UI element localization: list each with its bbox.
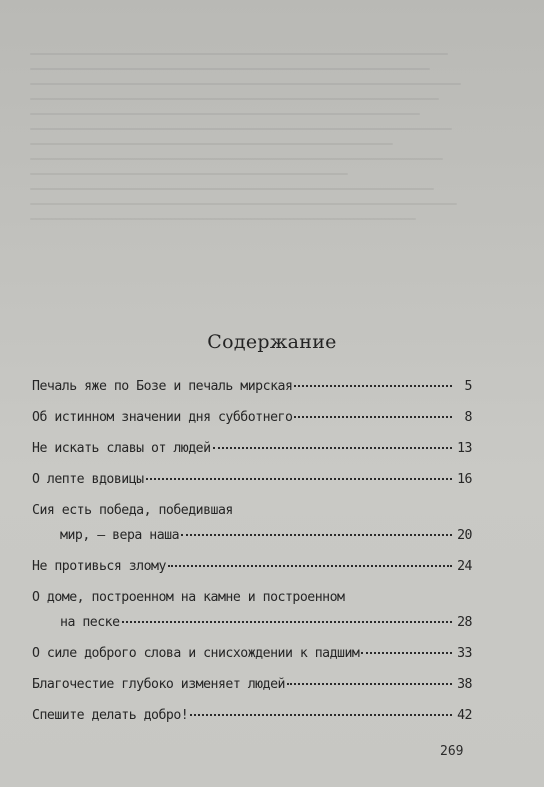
toc-entry-title: Благочестие глубоко изменяет людей — [32, 677, 285, 692]
toc-entry-title: Сия есть победа, победившая — [32, 503, 233, 518]
toc-page-number: 38 — [457, 677, 472, 692]
toc-entry[interactable] — [32, 558, 472, 575]
dot-leader — [122, 621, 452, 623]
toc-page-number: 20 — [457, 528, 472, 543]
toc-entry-title: О лепте вдовицы — [32, 472, 144, 487]
toc-page-number: 24 — [457, 559, 472, 574]
page-number: 269 — [440, 744, 464, 759]
toc-entry[interactable] — [32, 378, 472, 395]
dot-leader — [168, 565, 452, 567]
dot-leader — [190, 714, 452, 716]
toc-entry[interactable] — [32, 471, 472, 488]
toc-entry-title: Не искать славы от людей — [32, 441, 211, 456]
toc-entry-title: Печаль яже по Бозе и печаль мирская — [32, 379, 293, 394]
toc-entry-title: Не противься злому — [32, 559, 166, 574]
toc-page-number: 8 — [464, 410, 472, 425]
toc-page-number: 33 — [457, 646, 472, 661]
toc-entry-title: О силе доброго слова и снисхождении к падшим — [32, 646, 360, 661]
dot-leader — [146, 478, 452, 480]
dot-leader — [294, 385, 452, 387]
toc-entry-title: Об истинном значении дня субботнего — [32, 410, 293, 425]
toc-entry[interactable] — [32, 409, 472, 426]
toc-entry[interactable] — [32, 589, 472, 631]
page-title: Содержание — [207, 331, 337, 353]
toc-page-number: 13 — [457, 441, 472, 456]
table-of-contents — [32, 378, 472, 738]
bleed-through-text — [30, 40, 484, 320]
dot-leader — [213, 447, 452, 449]
dot-leader — [181, 534, 452, 536]
toc-page-number: 16 — [457, 472, 472, 487]
toc-entry-title-continuation: мир, — вера наша — [60, 528, 180, 543]
dot-leader — [287, 683, 452, 685]
toc-page-number: 28 — [457, 615, 472, 630]
dot-leader — [294, 416, 452, 418]
toc-entry-title: Спешите делать добро! — [32, 708, 189, 723]
toc-entry[interactable] — [32, 707, 472, 724]
dot-leader — [361, 652, 452, 654]
toc-entry[interactable] — [32, 502, 472, 544]
toc-page-number: 42 — [457, 708, 472, 723]
toc-entry[interactable] — [32, 676, 472, 693]
toc-page-number: 5 — [464, 379, 472, 394]
toc-entry-title: О доме, построенном на камне и построенном — [32, 590, 345, 605]
toc-entry[interactable] — [32, 645, 472, 662]
toc-entry[interactable] — [32, 440, 472, 457]
toc-entry-title-continuation: на песке — [60, 615, 120, 630]
